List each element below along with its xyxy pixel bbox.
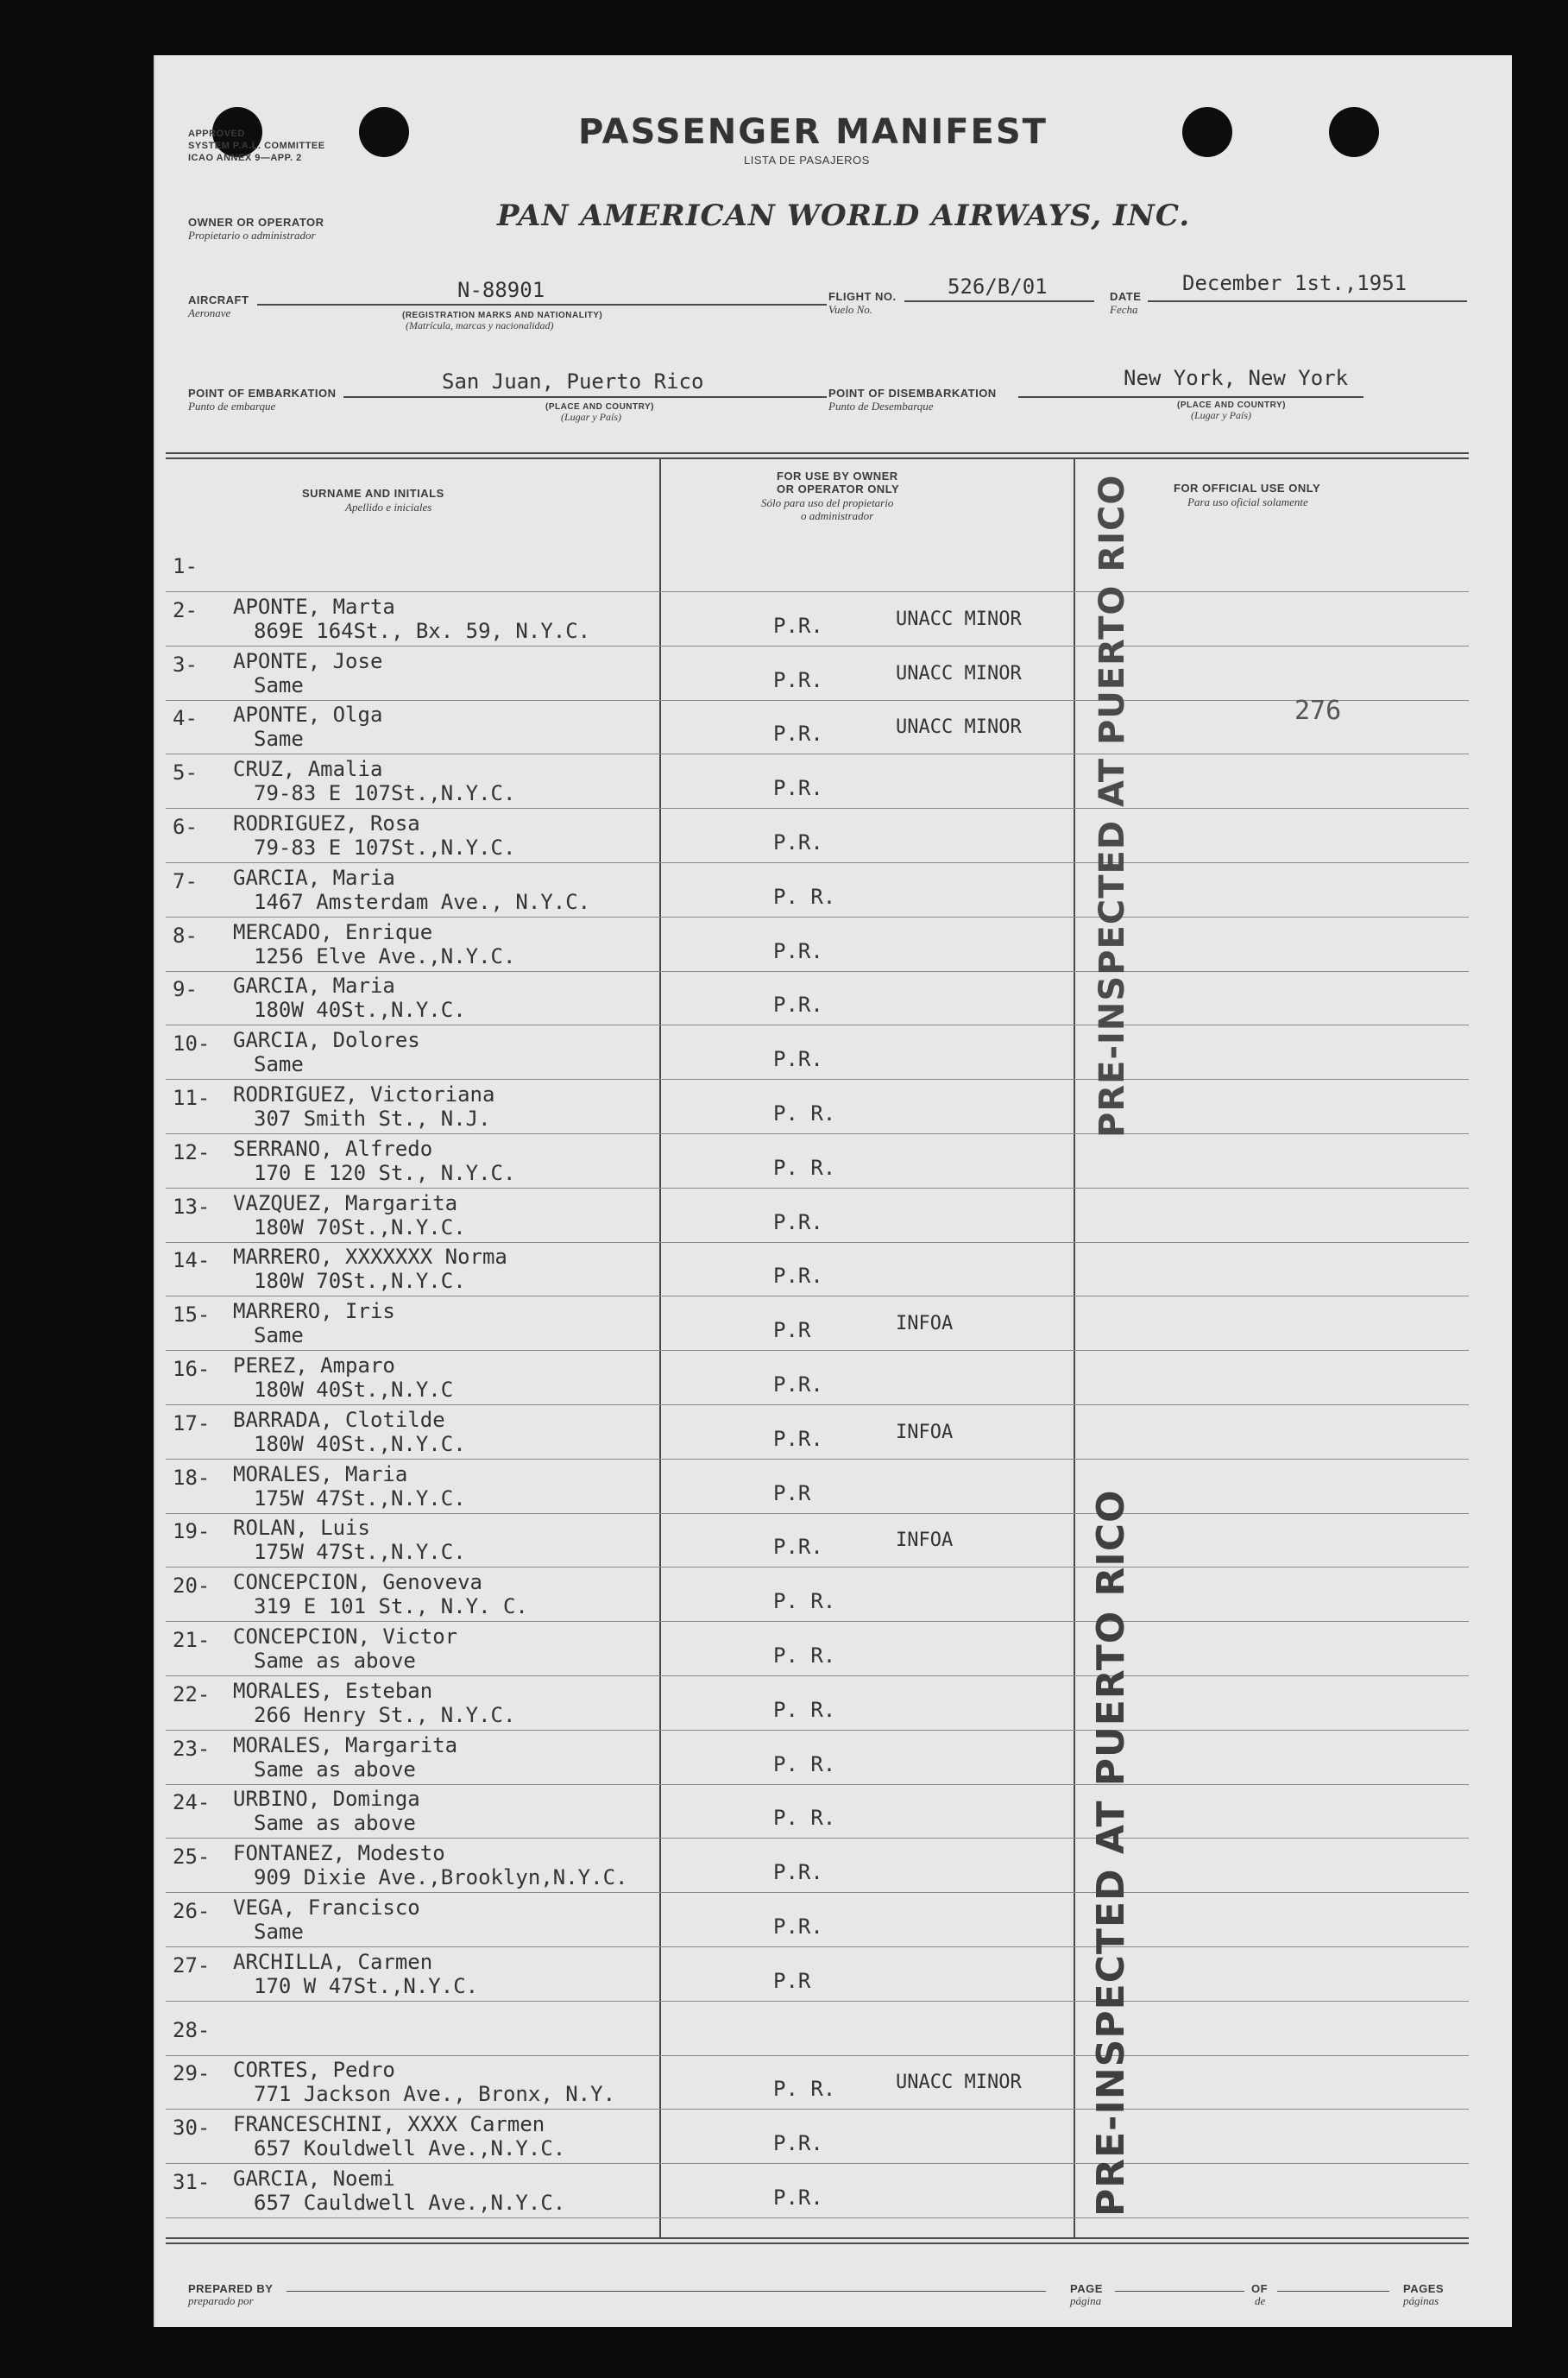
passenger-name: MORALES, Esteban (233, 1679, 433, 1703)
owner-label: OWNER OR OPERATOR (188, 216, 324, 229)
official-number: 276 (1294, 696, 1342, 726)
embark-place-note: (PLACE AND COUNTRY) (545, 402, 654, 412)
table-row (155, 1352, 1502, 1406)
flight-value: 526/B/01 (948, 274, 1048, 299)
row-number: 27- (173, 1953, 211, 1977)
col-owner-header-es-1: Sólo para uso del propietario (761, 496, 894, 509)
disembark-place-note-es: (Lugar y País) (1191, 409, 1251, 421)
owner-code: P.R. (773, 1264, 823, 1288)
row-number: 28- (173, 2018, 211, 2042)
owner-code: P.R. (773, 1372, 823, 1397)
pre-inspected-stamp-1: PRE-INSPECTED AT PUERTO RICO (1093, 474, 1132, 1138)
row-divider (166, 2109, 1469, 2110)
col-official-header: FOR OFFICIAL USE ONLY (1174, 482, 1321, 495)
table-row (155, 593, 1502, 647)
row-number: 13- (173, 1195, 211, 1219)
owner-code: P.R. (773, 2186, 823, 2210)
of-label-es: de (1255, 2294, 1266, 2307)
passenger-address: Same (254, 1323, 304, 1347)
passenger-name: APONTE, Marta (233, 595, 395, 619)
col-surname-header-es: Apellido e iniciales (345, 501, 432, 514)
approval-line-3: ICAO ANNEX 9—APP. 2 (188, 153, 302, 163)
table-row (155, 1406, 1502, 1460)
passenger-address: 180W 40St.,N.Y.C. (254, 998, 466, 1022)
passenger-address: Same (254, 673, 304, 697)
row-divider (166, 2217, 1469, 2218)
passenger-address: 909 Dixie Ave.,Brooklyn,N.Y.C. (254, 1865, 628, 1889)
col-surname-header: SURNAME AND INITIALS (302, 487, 444, 500)
passenger-name: MERCADO, Enrique (233, 920, 433, 944)
owner-code: P.R. (773, 830, 823, 855)
disembark-underline (1018, 396, 1363, 398)
table-row (155, 1894, 1502, 1948)
row-number: 10- (173, 1031, 211, 1056)
passenger-name: SERRANO, Alfredo (233, 1137, 433, 1161)
passenger-address: 175W 47St.,N.Y.C. (254, 1486, 466, 1511)
row-divider (166, 1133, 1469, 1134)
embark-value: San Juan, Puerto Rico (442, 369, 704, 394)
table-row (155, 2165, 1502, 2219)
table-row (155, 918, 1502, 973)
row-number: 4- (173, 706, 198, 730)
table-row (155, 810, 1502, 864)
table-row (155, 1785, 1502, 1839)
row-number: 15- (173, 1303, 211, 1327)
page-title-es: LISTA DE PASAJEROS (744, 154, 870, 167)
table-row (155, 1677, 1502, 1731)
pages-label: PAGES (1403, 2282, 1445, 2295)
col-owner-header-2: OR OPERATOR ONLY (777, 483, 900, 495)
owner-code: P. R. (773, 2077, 836, 2101)
flight-label-es: Vuelo No. (828, 303, 873, 316)
passenger-name: RODRIGUEZ, Victoriana (233, 1082, 495, 1107)
passenger-address: 307 Smith St., N.J. (254, 1107, 491, 1131)
passenger-address: 170 E 120 St., N.Y.C. (254, 1161, 516, 1185)
owner-note: UNACC MINOR (896, 716, 1022, 738)
owner-code: P.R. (773, 2131, 823, 2155)
owner-code: P.R. (773, 1047, 823, 1071)
owner-code: P. R. (773, 1156, 836, 1180)
passenger-name: CRUZ, Amalia (233, 757, 383, 781)
passenger-name: APONTE, Olga (233, 703, 383, 727)
disembark-value: New York, New York (1124, 366, 1349, 390)
row-number: 22- (173, 1682, 211, 1706)
table-row (155, 1948, 1502, 2003)
row-number: 30- (173, 2116, 211, 2140)
pages-label-es: páginas (1403, 2294, 1439, 2307)
row-divider (166, 808, 1469, 809)
passenger-address: 79-83 E 107St.,N.Y.C. (254, 781, 516, 805)
row-number: 3- (173, 653, 198, 677)
passenger-name: CONCEPCION, Genoveva (233, 1570, 482, 1594)
passenger-address: 1256 Elve Ave.,N.Y.C. (254, 944, 516, 968)
passenger-name: URBINO, Dominga (233, 1787, 420, 1811)
row-divider (166, 1621, 1469, 1622)
passenger-address: Same (254, 1920, 304, 1944)
passenger-name: ARCHILLA, Carmen (233, 1950, 433, 1974)
punch-hole-right-2 (1329, 107, 1379, 157)
owner-code: P.R. (773, 993, 823, 1017)
row-number: 18- (173, 1466, 211, 1490)
flight-label: FLIGHT NO. (828, 290, 897, 303)
of-label: OF (1251, 2282, 1269, 2295)
aircraft-underline (257, 304, 827, 306)
pre-inspected-stamp-2: PRE-INSPECTED AT PUERTO RICO (1089, 1489, 1133, 2217)
row-number: 23- (173, 1737, 211, 1761)
table-row (155, 1514, 1502, 1568)
flight-underline (904, 300, 1094, 302)
passenger-name: MORALES, Maria (233, 1462, 408, 1486)
owner-code: P.R. (773, 1914, 823, 1939)
owner-code: P. R. (773, 1589, 836, 1613)
date-underline (1148, 300, 1467, 302)
embark-label-es: Punto de embarque (188, 400, 276, 413)
table-row (155, 2110, 1502, 2165)
owner-code: P.R. (773, 668, 823, 692)
disembark-place-note: (PLACE AND COUNTRY) (1177, 401, 1286, 410)
table-row (155, 1297, 1502, 1352)
prepared-underline (287, 2291, 1046, 2292)
col-owner-header-es-2: o administrador (801, 509, 874, 522)
row-number: 31- (173, 2170, 211, 2194)
table-row (155, 1189, 1502, 1244)
aircraft-label: AIRCRAFT (188, 293, 249, 306)
owner-code: P. R. (773, 1806, 836, 1830)
aircraft-label-es: Aeronave (188, 306, 231, 319)
row-divider (166, 646, 1469, 647)
row-number: 12- (173, 1140, 211, 1164)
row-number: 14- (173, 1248, 211, 1272)
table-row (155, 864, 1502, 918)
passenger-address: 266 Henry St., N.Y.C. (254, 1703, 516, 1727)
punch-hole-left-2 (359, 107, 409, 157)
passenger-name: FONTANEZ, Modesto (233, 1841, 445, 1865)
row-divider (166, 1188, 1469, 1189)
owner-note: INFOA (896, 1530, 954, 1551)
passenger-address: 175W 47St.,N.Y.C. (254, 1540, 466, 1564)
embark-underline (343, 396, 827, 398)
of-underline (1277, 2291, 1389, 2292)
table-row (155, 1026, 1502, 1081)
disembark-label: POINT OF DISEMBARKATION (828, 387, 997, 400)
table-row (155, 1568, 1502, 1623)
page-label-es: página (1070, 2294, 1102, 2307)
passenger-name: VEGA, Francisco (233, 1895, 420, 1920)
owner-code: P.R. (773, 776, 823, 800)
row-divider (166, 1892, 1469, 1893)
table-row (155, 2003, 1502, 2057)
registration-note: (REGISTRATION MARKS AND NATIONALITY) (402, 311, 603, 320)
passenger-name: FRANCESCHINI, XXXX Carmen (233, 2112, 545, 2136)
row-number: 26- (173, 1899, 211, 1923)
table-row (155, 1623, 1502, 1677)
aircraft-value: N-88901 (457, 278, 545, 302)
row-number: 29- (173, 2061, 211, 2085)
passenger-address: 180W 70St.,N.Y.C. (254, 1269, 466, 1293)
owner-code: P.R. (773, 722, 823, 746)
punch-hole-right-1 (1182, 107, 1232, 157)
passenger-name: APONTE, Jose (233, 649, 383, 673)
table-row (155, 1731, 1502, 1786)
owner-code: P.R (773, 1318, 811, 1342)
passenger-name: MORALES, Margarita (233, 1733, 458, 1757)
owner-code: P.R. (773, 1210, 823, 1234)
table-top-rule-1 (166, 452, 1469, 454)
passenger-address: 180W 40St.,N.Y.C (254, 1378, 454, 1402)
table-row (155, 972, 1502, 1026)
owner-note: INFOA (896, 1422, 954, 1443)
row-number: 24- (173, 1790, 211, 1814)
row-number: 9- (173, 977, 198, 1001)
row-divider (166, 1838, 1469, 1839)
table-bottom-rule-2 (166, 2242, 1469, 2244)
passenger-name: GARCIA, Dolores (233, 1028, 420, 1052)
col-owner-header-1: FOR USE BY OWNER (777, 470, 898, 483)
embark-label: POINT OF EMBARKATION (188, 387, 337, 400)
row-number: 1- (173, 554, 198, 578)
passenger-name: PEREZ, Amparo (233, 1353, 395, 1378)
table-row (155, 1135, 1502, 1189)
row-divider (166, 1730, 1469, 1731)
manifest-page (154, 55, 1512, 2327)
prepared-label: PREPARED BY (188, 2282, 274, 2295)
owner-code: P.R. (773, 1427, 823, 1451)
owner-code: P. R. (773, 1101, 836, 1126)
owner-code: P.R. (773, 1860, 823, 1884)
passenger-address: Same (254, 727, 304, 751)
table-bottom-rule-1 (166, 2237, 1469, 2239)
passenger-address: 170 W 47St.,N.Y.C. (254, 1974, 479, 1998)
row-divider (166, 1350, 1469, 1351)
passenger-name: VAZQUEZ, Margarita (233, 1191, 458, 1215)
owner-label-es: Propietario o administrador (188, 229, 316, 242)
passenger-address: Same as above (254, 1757, 416, 1782)
owner-note: INFOA (896, 1313, 954, 1334)
table-row (155, 647, 1502, 702)
owner-note: UNACC MINOR (896, 663, 1022, 684)
passenger-address: Same as above (254, 1649, 416, 1673)
passenger-address: 180W 40St.,N.Y.C. (254, 1432, 466, 1456)
disembark-label-es: Punto de Desembarque (828, 400, 934, 413)
prepared-label-es: preparado por (188, 2294, 254, 2307)
row-number: 16- (173, 1357, 211, 1381)
passenger-address: 657 Kouldwell Ave.,N.Y.C. (254, 2136, 566, 2160)
passenger-name: RODRIGUEZ, Rosa (233, 811, 420, 836)
date-label-es: Fecha (1110, 303, 1138, 316)
owner-note: UNACC MINOR (896, 2072, 1022, 2093)
date-value: December 1st.,1951 (1182, 271, 1407, 295)
owner-code: P.R. (773, 614, 823, 638)
approval-line-2: SYSTEM P.A.L. COMMITTEE (188, 141, 325, 151)
passenger-address: 79-83 E 107St.,N.Y.C. (254, 836, 516, 860)
approval-line-1: APPROVED (188, 129, 245, 139)
passenger-name: MARRERO, Iris (233, 1299, 395, 1323)
row-divider (166, 591, 1469, 592)
passenger-name: GARCIA, Maria (233, 866, 395, 890)
passenger-name: MARRERO, XXXXXXX Norma (233, 1245, 507, 1269)
row-divider (166, 2163, 1469, 2164)
registration-note-es: (Matrícula, marcas y nacionalidad) (406, 319, 554, 331)
row-number: 8- (173, 924, 198, 948)
row-number: 17- (173, 1411, 211, 1435)
row-number: 2- (173, 598, 198, 622)
owner-code: P.R (773, 1481, 811, 1505)
owner-code: P. R. (773, 1752, 836, 1776)
page-underline (1115, 2291, 1244, 2292)
row-number: 21- (173, 1628, 211, 1652)
passenger-name: GARCIA, Maria (233, 974, 395, 998)
table-row (155, 755, 1502, 810)
date-label: DATE (1110, 290, 1142, 303)
passenger-name: BARRADA, Clotilde (233, 1408, 445, 1432)
table-row (155, 1081, 1502, 1135)
row-divider (166, 862, 1469, 863)
embark-place-note-es: (Lugar y País) (561, 411, 621, 423)
passenger-address: 180W 70St.,N.Y.C. (254, 1215, 466, 1239)
row-number: 25- (173, 1845, 211, 1869)
table-row (155, 1243, 1502, 1297)
table-top-rule-2 (166, 457, 1469, 459)
owner-code: P. R. (773, 1643, 836, 1668)
row-divider (166, 1459, 1469, 1460)
airline-name: PAN AMERICAN WORLD AIRWAYS, INC. (497, 199, 1191, 233)
owner-note: UNACC MINOR (896, 609, 1022, 630)
row-divider (166, 2001, 1469, 2002)
col-official-header-es: Para uso oficial solamente (1187, 495, 1308, 508)
row-number: 5- (173, 760, 198, 785)
row-number: 6- (173, 815, 198, 839)
owner-code: P.R. (773, 939, 823, 963)
row-number: 7- (173, 869, 198, 893)
table-row (155, 1460, 1502, 1515)
owner-code: P. R. (773, 1698, 836, 1722)
row-divider (166, 1404, 1469, 1405)
passenger-name: ROLAN, Luis (233, 1516, 370, 1540)
passenger-address: 657 Cauldwell Ave.,N.Y.C. (254, 2191, 566, 2215)
row-divider (166, 1079, 1469, 1080)
page-title: PASSENGER MANIFEST (578, 112, 1048, 152)
page-label: PAGE (1070, 2282, 1103, 2295)
row-divider (166, 1946, 1469, 1947)
owner-code: P.R (773, 1969, 811, 1993)
passenger-name: GARCIA, Noemi (233, 2167, 395, 2191)
table-row (155, 2056, 1502, 2110)
table-row (155, 1839, 1502, 1894)
passenger-address: Same (254, 1052, 304, 1076)
row-number: 19- (173, 1519, 211, 1543)
passenger-address: Same as above (254, 1811, 416, 1835)
passenger-address: 1467 Amsterdam Ave., N.Y.C. (254, 890, 591, 914)
passenger-address: 319 E 101 St., N.Y. C. (254, 1594, 528, 1618)
row-divider (166, 1675, 1469, 1676)
row-divider (166, 917, 1469, 918)
owner-code: P. R. (773, 885, 836, 909)
owner-code: P.R. (773, 1535, 823, 1559)
passenger-address: 869E 164St., Bx. 59, N.Y.C. (254, 619, 591, 643)
row-number: 20- (173, 1574, 211, 1598)
table-row (155, 539, 1502, 593)
row-number: 11- (173, 1086, 211, 1110)
passenger-name: CONCEPCION, Victor (233, 1624, 458, 1649)
passenger-address: 771 Jackson Ave., Bronx, N.Y. (254, 2082, 616, 2106)
passenger-name: CORTES, Pedro (233, 2058, 395, 2082)
